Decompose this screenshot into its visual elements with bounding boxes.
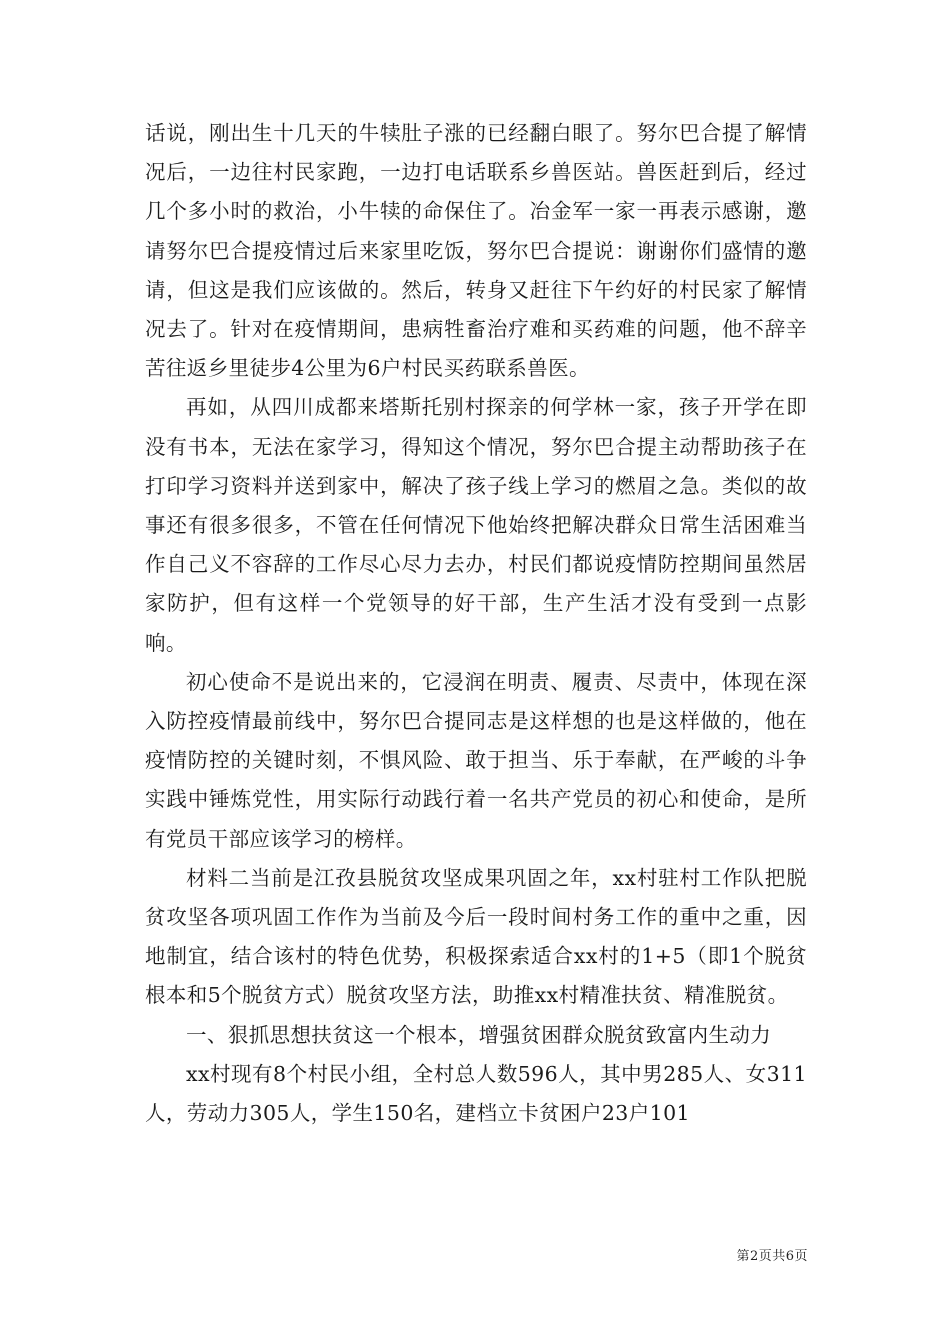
paragraph-2: 再如，从四川成都来塔斯托别村探亲的何学林一家，孩子开学在即没有书本，无法在家学习，得知这个情况，努尔巴合提主动帮助孩子在打印学习资料并送到家中，解决了孩子线上学习的燃眉之急。类似的故事还有很多很多，不管在任何情况下他始终把解决群众日常生活困难当作自己义不容辞的工作尽心尽力去办，村民们都说疫情防控期间虽然居家防护，但有这样一个党领导的好干部，生产生活才没有受到一点影响。 <box>145 395 807 655</box>
page-number: 第2页共6页 <box>736 1249 808 1264</box>
paragraph-4: 材料二当前是江孜县脱贫攻坚成果巩固之年，xx村驻村工作队把脱贫攻坚各项巩固工作作为当前及今后一段时间村务工作的重中之重，因地制宜，结合该村的特色优势，积极探索适合xx村的1+5（即1个脱贫根本和5个脱贫方式）脱贫攻坚方法，助推xx村精准扶贫、精准脱贫。 <box>145 865 807 1008</box>
document-body <box>145 114 807 1133</box>
paragraph-3: 初心使命不是说出来的，它浸润在明责、履责、尽责中，体现在深入防控疫情最前线中，努尔巴合提同志是这样想的也是这样做的，他在疫情防控的关键时刻，不惧风险、敢于担当、乐于奉献，在严峻的斗争实践中锤炼党性，用实际行动践行着一名共产党员的初心和使命，是所有党员干部应该学习的榜样。 <box>145 669 807 851</box>
paragraph-1: 话说，刚出生十几天的牛犊肚子涨的已经翻白眼了。努尔巴合提了解情况后，一边往村民家跑，一边打电话联系乡兽医站。兽医赶到后，经过几个多小时的救治，小牛犊的命保住了。冶金军一家一再表示感谢，邀请努尔巴合提疫情过后来家里吃饭，努尔巴合提说：谢谢你们盛情的邀请，但这是我们应该做的。然后，转身又赶往下午约好的村民家了解情况去了。针对在疫情期间，患病牲畜治疗难和买药难的问题，他不辞辛苦往返乡里徒步4公里为6户村民买药联系兽医。 <box>145 121 807 381</box>
paragraph-5: xx村现有8个村民小组，全村总人数596人，其中男285人、女311人，劳动力305人，学生150名，建档立卡贫困户23户101 <box>145 1061 807 1126</box>
section-heading: 一、狠抓思想扶贫这一个根本，增强贫困群众脱贫致富内生动力 <box>186 1022 772 1047</box>
